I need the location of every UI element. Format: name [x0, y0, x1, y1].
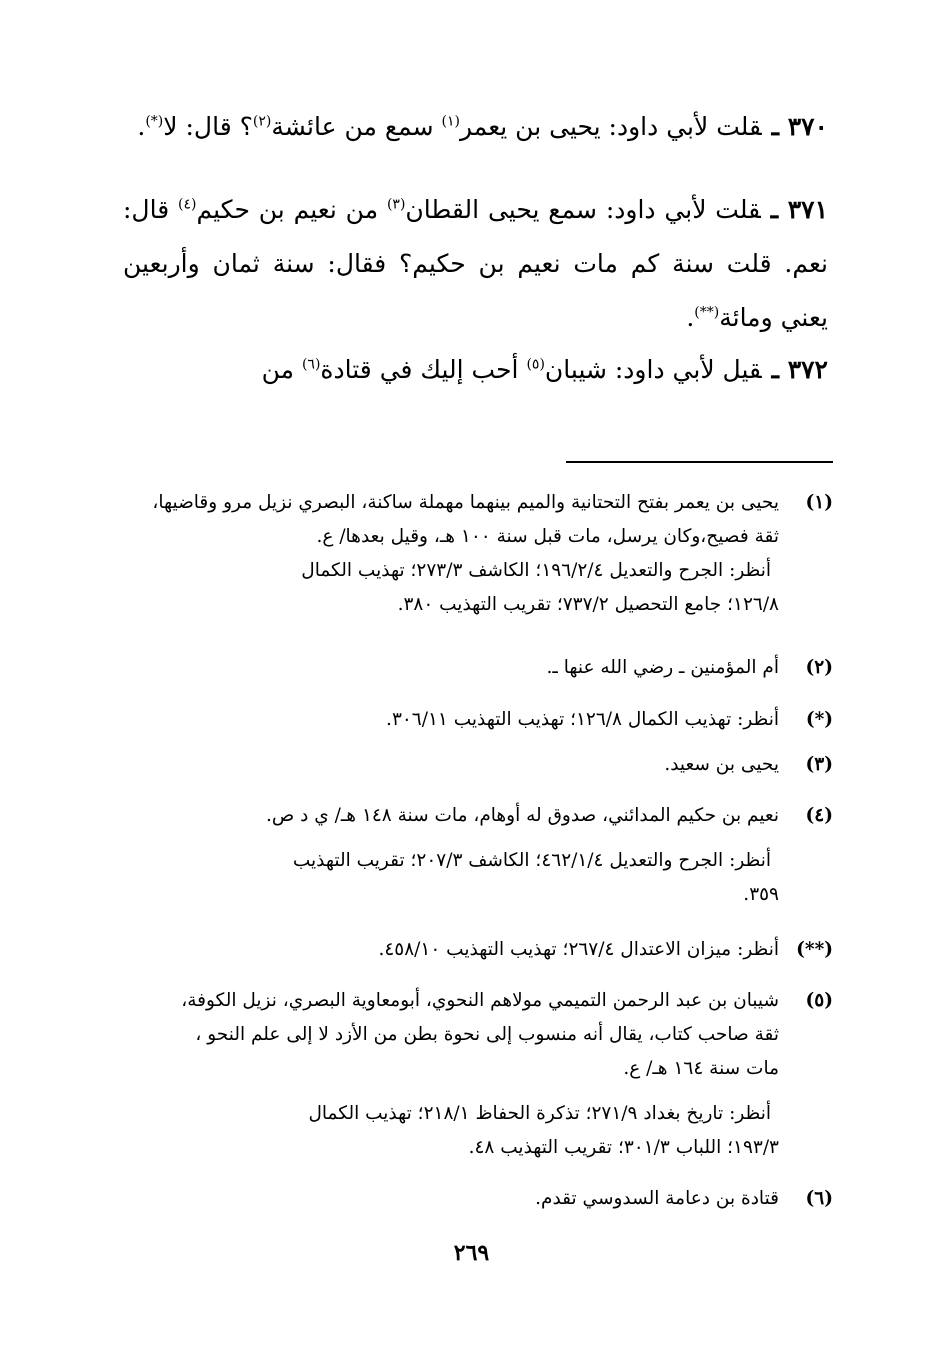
footnote-marker: (**) [796, 939, 833, 960]
entry-372 [123, 343, 828, 397]
footnote-star [123, 703, 833, 737]
footnote-marker: (١) [805, 492, 833, 513]
footnote-reference-line: أنظر: الجرح والتعديل ٤٦٢/١/٤؛ الكاشف ٢٠٧/٣؛ تقريب التهذيب [292, 850, 771, 871]
footnote-line: قتادة بن دعامة السدوسي تقدم. [535, 1188, 779, 1209]
entry-text: قلت لأبي داود: يحيى بن يعمر [459, 112, 762, 141]
footnote-4 [123, 799, 833, 912]
entry-text: قلت لأبي داود: سمع يحيى القطان [405, 195, 761, 224]
footnote-line: مات سنة ١٦٤ هـ/ ع. [623, 1058, 779, 1079]
footnote-reference-line: ١٩٣/٣؛ اللباب ٣٠١/٣؛ تقريب التهذيب ٤٨. [468, 1137, 779, 1158]
footnote-line: ثقة صاحب كتاب، يقال أنه منسوب إلى نحوة بطن من الأزد لا إلى علم النحو ، [195, 1024, 779, 1045]
entry-text: من [261, 355, 302, 384]
footnote-5 [123, 984, 833, 1165]
footnote-ref[interactable]: (١) [441, 113, 460, 130]
footnote-line: أنظر: تهذيب الكمال ١٢٦/٨؛ تهذيب التهذيب ٣٠٦/١١. [386, 709, 779, 730]
entry-371 [123, 183, 828, 345]
footnote-line: ثقة فصيح،وكان يرسل، مات قبل سنة ١٠٠ هـ، وقيل بعدها/ ع. [316, 526, 779, 547]
entry-text: . [137, 112, 146, 141]
footnote-marker: (٥) [805, 990, 833, 1011]
footnote-line: يحيى بن يعمر بفتح التحتانية والميم بينهما مهملة ساكنة، البصري نزيل مرو وقاضيها، [152, 492, 779, 513]
footnote-3 [123, 748, 833, 782]
entry-text: قيل لأبي داود: شيبان [544, 355, 762, 384]
footnote-marker: (٤) [805, 805, 833, 826]
footnote-reference-line: أنظر: تاريخ بغداد ٢٧١/٩؛ تذكرة الحفاظ ٢١٨/١؛ تهذيب الكمال [308, 1103, 771, 1124]
footnote-line: نعيم بن حكيم المدائني، صدوق له أوهام، مات سنة ١٤٨ هـ/ ي د ص. [266, 805, 779, 826]
footnote-reference-line: ٣٥٩. [743, 884, 779, 905]
footnote-6 [123, 1182, 833, 1216]
footnote-marker: (٣) [805, 754, 833, 775]
entry-text: سمع من عائشة [271, 112, 442, 141]
footnote-ref[interactable]: (٦) [301, 356, 321, 373]
entry-text: . [686, 303, 695, 332]
footnote-line: يحيى بن سعيد. [664, 754, 779, 775]
entry-number: ٣٧٢ ـ [771, 355, 828, 384]
footnote-ref[interactable]: (*) [145, 113, 164, 130]
footnote-separator [566, 461, 833, 463]
footnote-marker: (٦) [805, 1188, 833, 1209]
entry-number: ٣٧١ ـ [770, 195, 829, 224]
footnote-double-star [123, 933, 833, 967]
entry-text: أحب إليك في قتادة [320, 355, 527, 384]
footnote-marker: (*) [805, 709, 833, 730]
footnote-ref[interactable]: (٢) [252, 113, 272, 130]
footnote-1 [123, 486, 833, 622]
footnote-ref[interactable]: (٥) [526, 356, 545, 373]
entry-text: قال: نعم. قلت سنة كم مات نعيم بن حكيم؟ فقال: سنة ثمان وأربعين يعني ومائة [123, 195, 828, 332]
footnote-ref[interactable]: (٣) [386, 196, 406, 213]
footnote-marker: (٢) [805, 657, 833, 678]
footnote-2 [123, 651, 833, 685]
footnote-ref[interactable]: (**) [694, 304, 720, 321]
page-number: ٢٦٩ [453, 1240, 490, 1266]
footnote-reference-line: ١٢٦/٨؛ جامع التحصيل ٧٣٧/٢؛ تقريب التهذيب ٣٨٠. [397, 594, 779, 615]
entry-text: ؟ قال: لا [163, 112, 253, 141]
footnote-line: أنظر: ميزان الاعتدال ٢٦٧/٤؛ تهذيب التهذيب ٤٥٨/١٠. [378, 939, 779, 960]
footnote-line: شيبان بن عبد الرحمن التميمي مولاهم النحوي، أبومعاوية البصري، نزيل الكوفة، [181, 990, 779, 1011]
entry-number: ٣٧٠ ـ [771, 112, 828, 141]
footnote-reference-line: أنظر: الجرح والتعديل ١٩٦/٢/٤؛ الكاشف ٢٧٣/٣؛ تهذيب الكمال [301, 560, 771, 581]
entry-text: من نعيم بن حكيم [196, 195, 387, 224]
footnote-ref[interactable]: (٤) [178, 196, 197, 213]
footnote-line: أم المؤمنين ـ رضي الله عنها ـ. [546, 657, 779, 678]
entry-370 [123, 100, 828, 154]
